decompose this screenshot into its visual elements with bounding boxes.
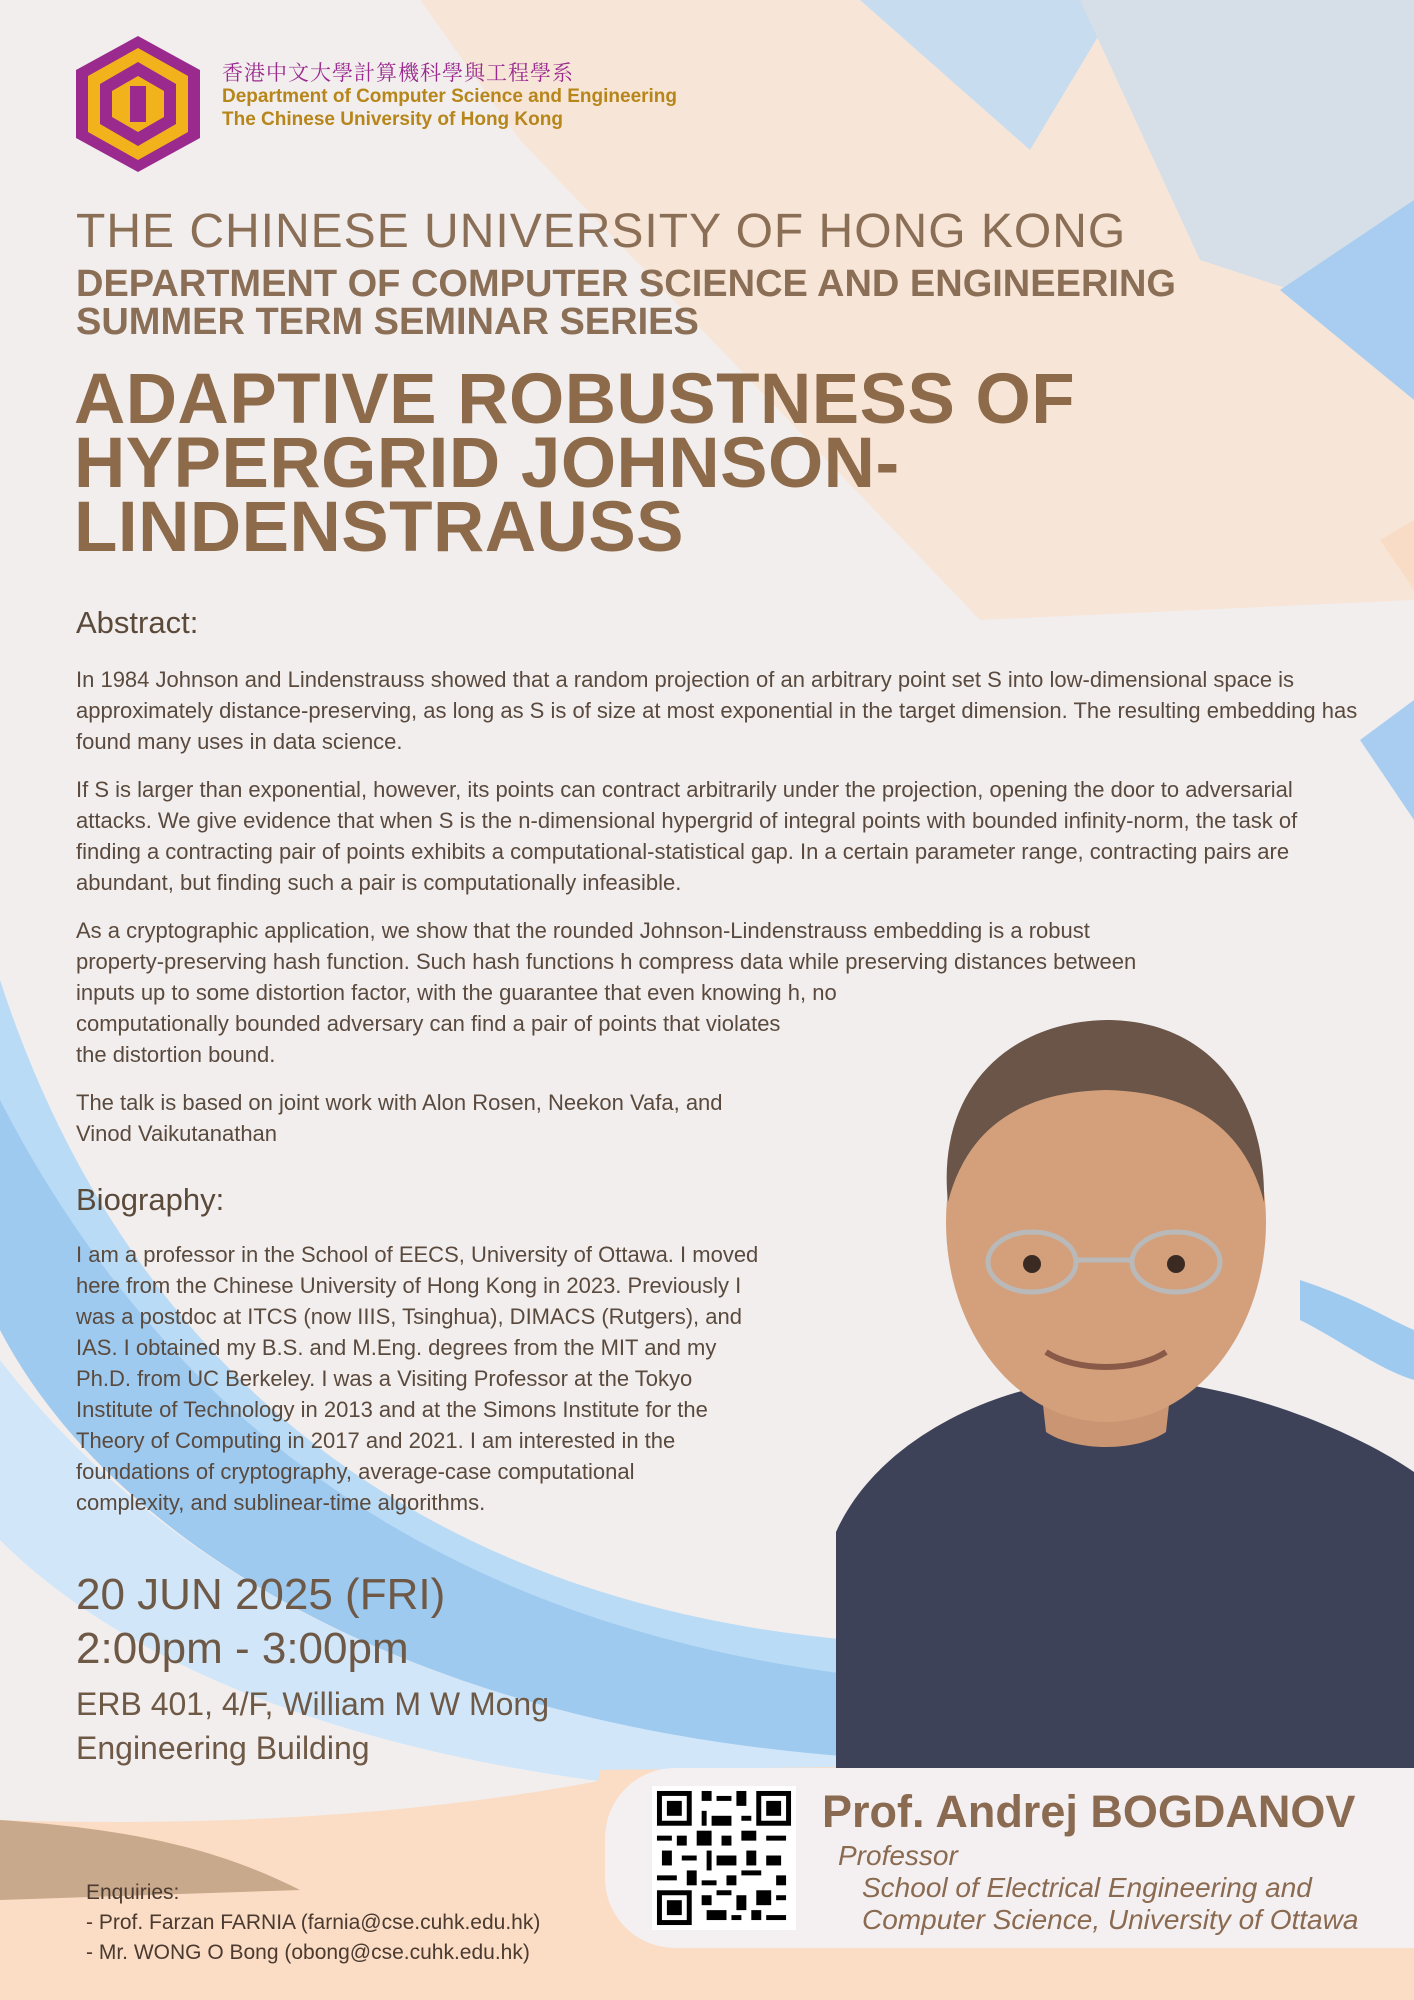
talk-title-line: ADAPTIVE ROBUSTNESS OF bbox=[74, 360, 1076, 439]
enquiry-contact[interactable]: - Prof. Farzan FARNIA (farnia@cse.cuhk.edu.hk) bbox=[86, 1911, 541, 1934]
event-venue bbox=[76, 1682, 549, 1770]
abstract-line: Vinod Vaikutanathan bbox=[76, 1121, 278, 1146]
abstract-line: the distortion bound. bbox=[76, 1042, 276, 1067]
logo-department-name: Department of Computer Science and Engineering bbox=[222, 86, 678, 107]
biography-line: IAS. I obtained my B.S. and M.Eng. degrees from the MIT and my bbox=[76, 1335, 717, 1360]
speaker-role: Professor bbox=[838, 1840, 958, 1871]
talk-title-line: LINDENSTRAUSS bbox=[74, 488, 685, 567]
abstract-paragraph-1: In 1984 Johnson and Lindenstrauss showed that a random projection of an arbitrary point set S into low-dimensional space is approximately distance-preserving, as long as S is of size at most exponential in the target dimension. The resulting embedding has found many uses in data science. bbox=[76, 667, 1358, 754]
biography-line: Theory of Computing in 2017 and 2021. I am interested in the bbox=[76, 1428, 676, 1453]
talk-title-line: HYPERGRID JOHNSON- bbox=[74, 424, 900, 503]
enquiry-contact[interactable]: - Mr. WONG O Bong (obong@cse.cuhk.edu.hk) bbox=[86, 1941, 530, 1964]
abstract-paragraph-4 bbox=[76, 1087, 836, 1149]
affiliation-line: Computer Science, University of Ottawa bbox=[862, 1904, 1359, 1935]
speaker-photo bbox=[836, 1012, 1414, 1768]
biography-line: I am a professor in the School of EECS, University of Ottawa. I moved bbox=[76, 1242, 759, 1267]
event-datetime bbox=[76, 1568, 445, 1676]
abstract-line: The talk is based on joint work with Alon Rosen, Neekon Vafa, and bbox=[76, 1090, 723, 1115]
abstract-heading: Abstract: bbox=[76, 605, 199, 640]
abstract-line: computationally bounded adversary can find a pair of points that violates bbox=[76, 1011, 781, 1036]
abstract-line: inputs up to some distortion factor, with the guarantee that even knowing h, no bbox=[76, 980, 837, 1005]
event-date: 20 JUN 2025 (FRI) bbox=[76, 1570, 446, 1619]
biography-line: was a postdoc at ITCS (now IIIS, Tsinghua), DIMACS (Rutgers), and bbox=[76, 1304, 742, 1329]
affiliation-line: School of Electrical Engineering and bbox=[862, 1872, 1312, 1903]
biography-line: here from the Chinese University of Hong Kong in 2023. Previously I bbox=[76, 1273, 742, 1298]
talk-title bbox=[74, 360, 1094, 567]
cse-logo bbox=[72, 34, 204, 174]
biography-line: foundations of cryptography, average-case computational bbox=[76, 1459, 635, 1484]
event-time: 2:00pm - 3:00pm bbox=[76, 1624, 409, 1673]
department-name: DEPARTMENT OF COMPUTER SCIENCE AND ENGINEERING bbox=[76, 263, 1176, 305]
abstract-line: property-preserving hash function. Such hash functions h compress data while preserving distances between bbox=[76, 949, 1137, 974]
department-heading bbox=[76, 265, 1376, 341]
qr-code[interactable] bbox=[652, 1786, 796, 1930]
speaker-affiliation bbox=[862, 1872, 1414, 1936]
logo-chinese-name: 香港中文大學計算機科學與工程學系 bbox=[222, 61, 574, 85]
seminar-series: SUMMER TERM SEMINAR SERIES bbox=[76, 301, 699, 343]
biography-line: Ph.D. from UC Berkeley. I was a Visiting Professor at the Tokyo bbox=[76, 1366, 693, 1391]
enquiries bbox=[86, 1878, 540, 1968]
logo-text bbox=[222, 62, 677, 131]
biography-text bbox=[76, 1239, 876, 1518]
logo-university-name: The Chinese University of Hong Kong bbox=[222, 109, 563, 130]
speaker-name: Prof. Andrej BOGDANOV bbox=[822, 1786, 1356, 1837]
abstract-line: As a cryptographic application, we show that the rounded Johnson-Lindenstrauss embedding is a robust bbox=[76, 918, 1090, 943]
biography-heading: Biography: bbox=[76, 1182, 225, 1217]
biography-line: complexity, and sublinear-time algorithms. bbox=[76, 1490, 486, 1515]
abstract-paragraph-2: If S is larger than exponential, however, its points can contract arbitrarily under the projection, opening the door to adversarial attacks. We give evidence that when S is the n-dimensional hypergrid of integral points with bounded infinity-norm, the task of finding a contracting pair of points exhibits a computational-statistical gap. In a certain parameter range, contracting pairs are abundant, but finding such a pair is computationally infeasible. bbox=[76, 777, 1298, 895]
venue-line: ERB 401, 4/F, William M W Mong bbox=[76, 1686, 549, 1722]
biography-line: Institute of Technology in 2013 and at the Simons Institute for the bbox=[76, 1397, 708, 1422]
venue-line: Engineering Building bbox=[76, 1730, 370, 1766]
enquiries-label: Enquiries: bbox=[86, 1881, 180, 1904]
university-heading: THE CHINESE UNIVERSITY OF HONG KONG bbox=[76, 205, 1127, 258]
